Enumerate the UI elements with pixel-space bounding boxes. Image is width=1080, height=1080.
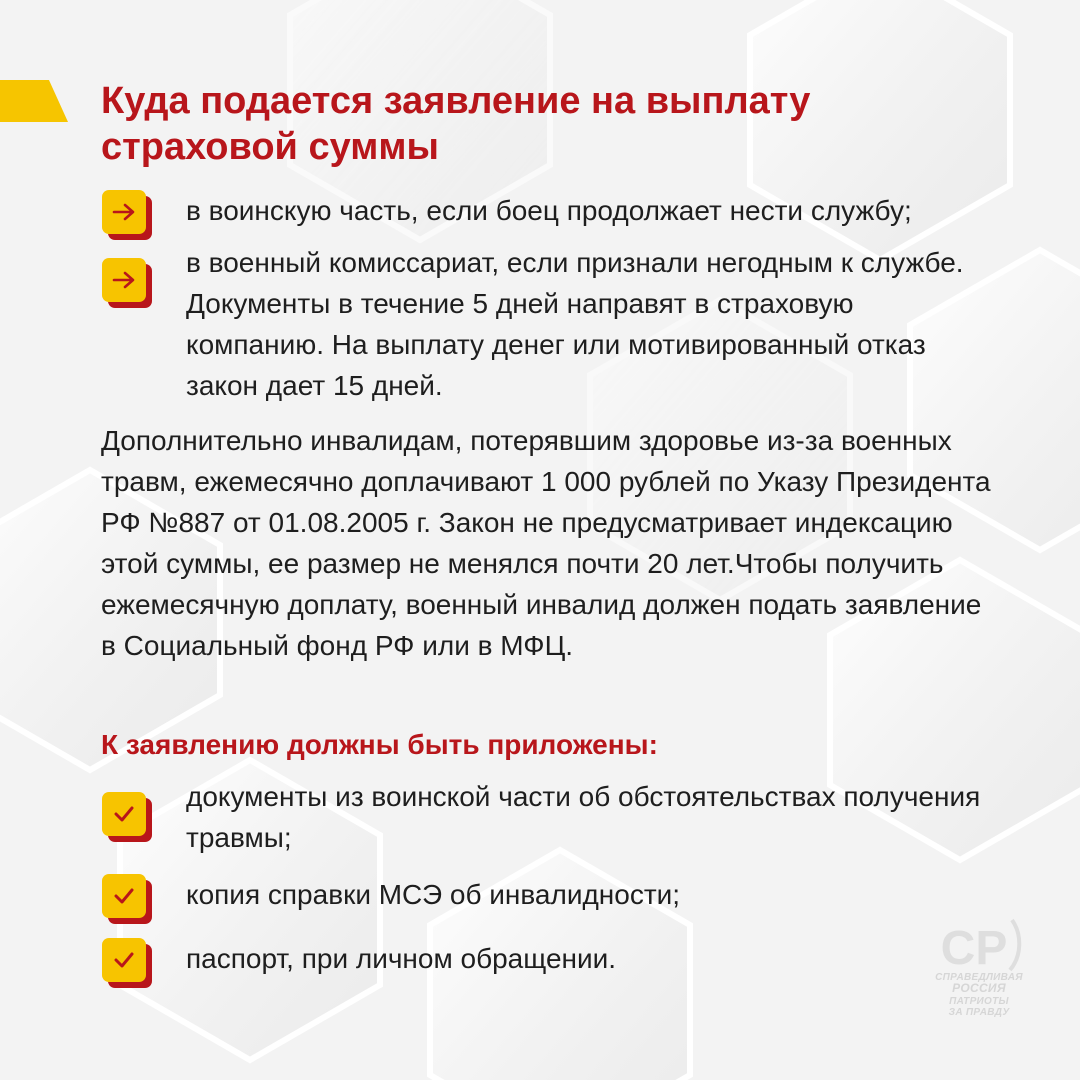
list-item-text: документы из воинской части об обстоятельствах получения травмы;	[186, 781, 981, 853]
arrow-badge	[102, 258, 148, 304]
check-badge	[102, 874, 148, 920]
list-item-text: в военный комиссариат, если признали негодным к службе. Документы в течение 5 дней направят в страховую компанию. На выплату денег или мотивированный отказ закон дает 15 дней.	[186, 247, 964, 401]
logo-line: ПАТРИОТЫ	[949, 996, 1009, 1007]
info-paragraph: Дополнительно инвалидам, потерявшим здоровье из-за военных травм, ежемесячно доплачивают 1 000 рублей по Указу Президента РФ №887 от 01.08.2005 г. Закон не предусматривает индексацию этой суммы, ее размер не менялся почти 20 лет.Чтобы получить ежемесячную доплату, военный инвалид должен подать заявление в Социальный фонд РФ или в МФЦ.	[101, 425, 991, 661]
checkmark-icon	[113, 951, 135, 969]
arrow-badge	[102, 190, 148, 236]
logo-line: СПРАВЕДЛИВАЯ	[935, 972, 1023, 983]
logo-line: РОССИЯ	[952, 981, 1006, 995]
logo-line: ЗА ПРАВДУ	[948, 1007, 1010, 1018]
checkmark-icon	[113, 805, 135, 823]
svg-text:СР: СР	[940, 922, 1008, 975]
check-badge	[102, 938, 148, 984]
page-title: Куда подается заявление на выплату страховой суммы	[101, 80, 811, 168]
arrow-right-icon	[112, 271, 136, 289]
list-item-text: копия справки МСЭ об инвалидности;	[186, 879, 681, 910]
list-item-text: в воинскую часть, если боец продолжает нести службу;	[186, 195, 912, 226]
list-item-text: паспорт, при личном обращении.	[186, 943, 617, 974]
check-badge	[102, 792, 148, 838]
checkmark-icon	[113, 887, 135, 905]
attachments-heading: К заявлению должны быть приложены:	[101, 729, 658, 760]
arrow-right-icon	[112, 203, 136, 221]
